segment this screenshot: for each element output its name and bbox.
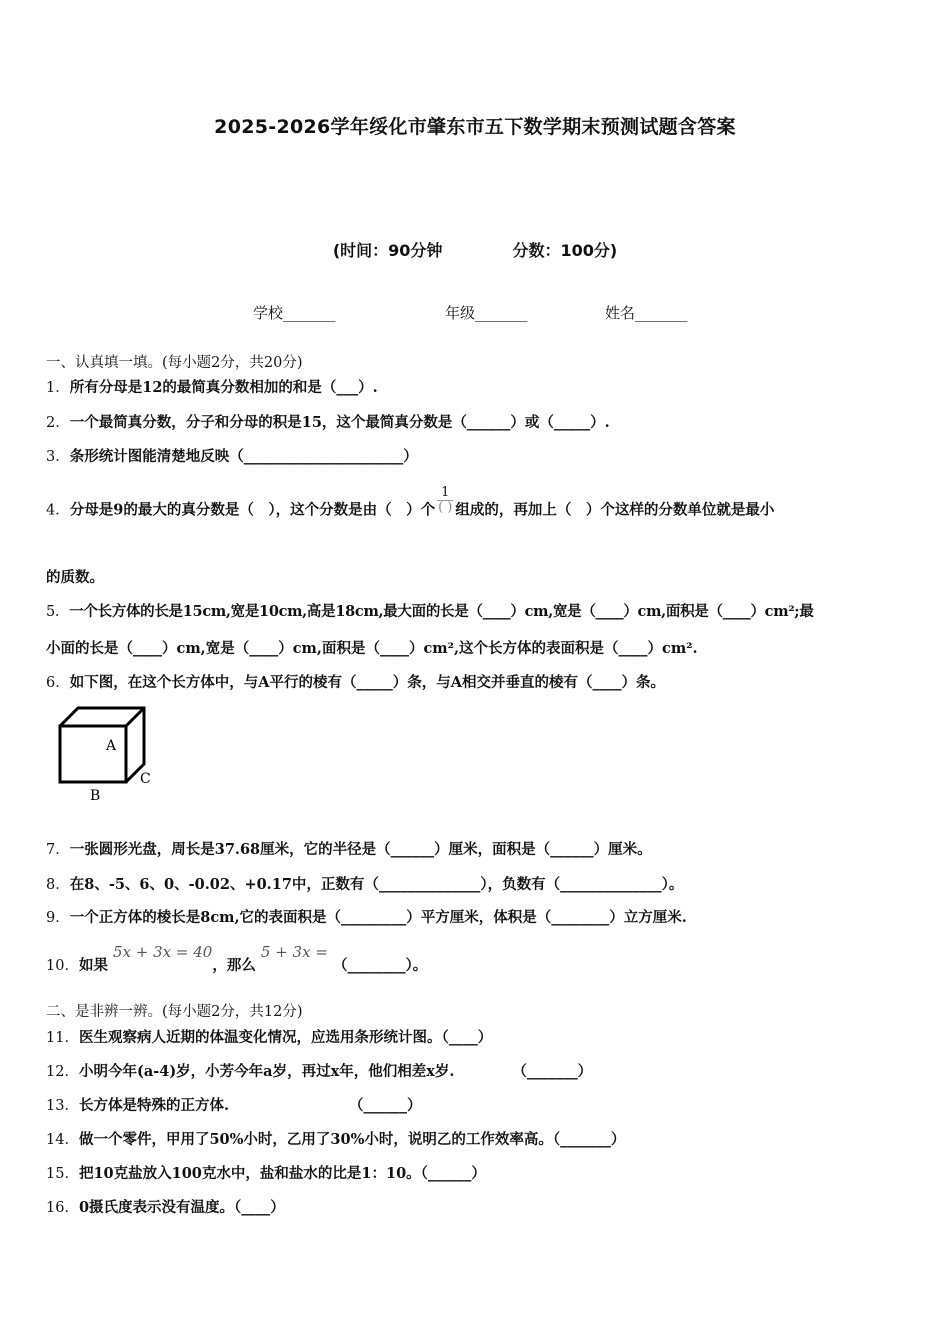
question-text: 长方体是特殊的正方体. xyxy=(78,1097,230,1114)
question-4-continued: 的质数。 xyxy=(46,569,104,586)
answer-blank: （_______） xyxy=(512,1063,593,1080)
question-text: 做一个零件，甲用了50%小时，乙用了30%小时，说明乙的工作效率高。（_______） xyxy=(78,1131,626,1148)
edge-label-c: C xyxy=(140,771,151,787)
cuboid-figure xyxy=(52,702,162,807)
question-number: 9． xyxy=(46,910,70,926)
question-text: 分母是9的最大的真分数是（ ），这个分数是由（ ）个 xyxy=(69,501,436,519)
school-field: 学校_______ xyxy=(253,304,336,322)
question-number: 16． xyxy=(46,1200,79,1216)
question-text: 医生观察病人近期的体温变化情况，应选用条形统计图。（____） xyxy=(78,1029,493,1046)
section-2-heading: 二、是非辨一辨。(每小题2分，共12分) xyxy=(46,1004,303,1020)
fraction-numerator: 1 xyxy=(437,486,453,501)
unit-fraction xyxy=(437,486,453,515)
question-text: 一张圆形光盘，周长是37.68厘米，它的半径是（______）厘米，面积是（______）厘米。 xyxy=(69,841,652,858)
question-3 xyxy=(46,445,418,466)
edge-label-b: B xyxy=(90,788,101,804)
question-13 xyxy=(46,1094,422,1115)
question-number: 15． xyxy=(46,1166,79,1182)
question-number: 2． xyxy=(46,415,70,431)
question-11 xyxy=(46,1026,492,1047)
score-label: 分数：100分) xyxy=(512,241,618,260)
question-5 xyxy=(46,600,814,621)
question-text: 在8、-5、6、0、-0.02、+0.17中，正数有（______________），负数有（______________）。 xyxy=(69,876,684,893)
edge-label-a: A xyxy=(106,738,117,754)
question-4 xyxy=(46,485,775,525)
name-field: 姓名_______ xyxy=(605,304,688,322)
question-9 xyxy=(46,906,687,927)
question-text: 如下图，在这个长方体中，与A平行的棱有（_____）条，与A相交并垂直的棱有（____）条。 xyxy=(69,674,665,691)
question-number: 12． xyxy=(46,1064,79,1080)
question-7 xyxy=(46,838,652,859)
question-number: 7． xyxy=(46,842,70,858)
question-number: 10． xyxy=(46,958,79,974)
question-number: 8． xyxy=(46,877,70,893)
question-number: 6． xyxy=(46,675,70,691)
question-text: 如果 xyxy=(78,957,108,974)
question-number: 11． xyxy=(46,1030,79,1046)
equation-asked: 5 + 3x = xyxy=(260,943,328,961)
equation-given: 5x + 3x = 40 xyxy=(113,943,213,961)
time-label: (时间：90分钟 xyxy=(332,241,443,260)
question-text: 小明今年(a-4)岁，小芳今年a岁，再过x年，他们相差x岁. xyxy=(78,1063,455,1080)
question-number: 1． xyxy=(46,380,70,396)
question-2 xyxy=(46,411,610,432)
question-text-continued: 组成的，再加上（ ）个这样的分数单位就是最小 xyxy=(455,501,775,519)
answer-blank: （________）。 xyxy=(332,957,428,974)
exam-meta xyxy=(0,238,950,261)
question-number: 5． xyxy=(46,604,70,620)
question-16 xyxy=(46,1196,285,1217)
question-1 xyxy=(46,376,378,397)
question-8 xyxy=(46,873,683,894)
question-text: 把10克盐放入100克水中，盐和盐水的比是1：10。（______） xyxy=(78,1165,486,1182)
question-text: 条形统计图能清楚地反映（______________________） xyxy=(69,448,418,465)
question-text: 0摄氏度表示没有温度。（____） xyxy=(78,1199,285,1216)
section-1-heading: 一、认真填一填。(每小题2分，共20分) xyxy=(46,355,303,371)
question-number: 3． xyxy=(46,449,70,465)
question-6 xyxy=(46,671,665,692)
grade-field: 年级_______ xyxy=(445,304,528,322)
question-text: 一个最简真分数，分子和分母的积是15，这个最简真分数是（______）或（_____）. xyxy=(69,414,610,431)
question-text: 一个长方体的长是15cm,宽是10cm,高是18cm,最大面的长是（____）cm,宽是（____）cm,面积是（____）cm²;最 xyxy=(69,603,814,620)
question-10 xyxy=(46,943,428,975)
question-12 xyxy=(46,1060,592,1081)
question-number: 4． xyxy=(46,502,70,519)
question-number: 14． xyxy=(46,1132,79,1148)
question-text: 所有分母是12的最简真分数相加的和是（___）. xyxy=(69,379,378,396)
question-5-continued: 小面的长是（____）cm,宽是（____）cm,面积是（____）cm²,这个长方体的表面积是（____）cm². xyxy=(46,640,698,657)
question-text: 一个正方体的棱长是8cm,它的表面积是（_________）平方厘米，体积是（________）立方厘米. xyxy=(69,909,687,926)
fraction-denominator: ( ) xyxy=(438,500,453,515)
answer-blank: （______） xyxy=(349,1097,422,1114)
question-text-connector: ，那么 xyxy=(212,957,256,974)
question-number: 13． xyxy=(46,1098,79,1114)
cuboid-front-face xyxy=(60,726,126,782)
cuboid-edge-top-right xyxy=(126,708,144,726)
page-title: 2025-2026学年绥化市肇东市五下数学期末预测试题含答案 xyxy=(214,116,736,138)
question-15 xyxy=(46,1162,486,1183)
question-14 xyxy=(46,1128,625,1149)
